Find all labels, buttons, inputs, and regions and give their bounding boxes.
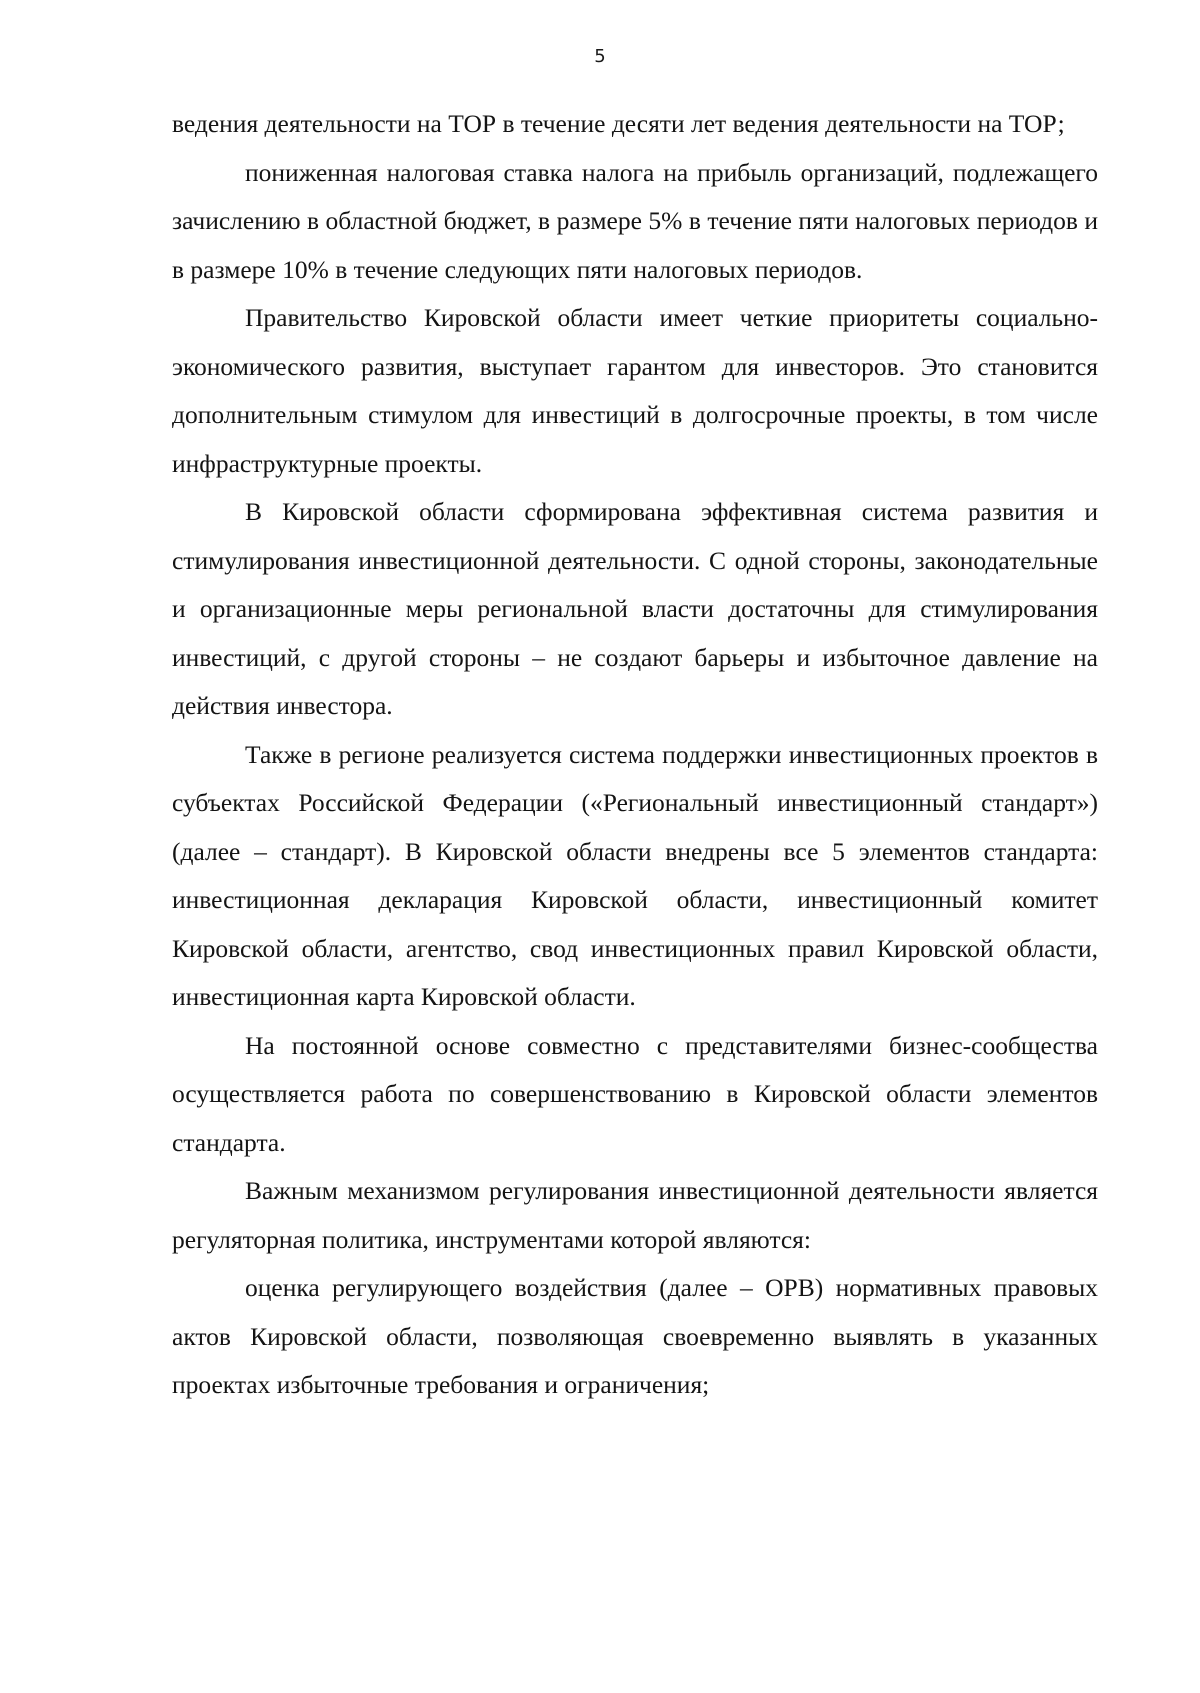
paragraph-orv: оценка регулирующего воздействия (далее – ОРВ) нормативных правовых актов Кировской области, позволяющая своевременно выявлять в указанных проектах избыточные требования и ограничения;: [172, 1273, 1098, 1399]
paragraph-investment-standard: Также в регионе реализуется система поддержки инвестиционных проектов в субъектах Российской Федерации («Региональный инвестиционный стандарт») (далее – стандарт). В Кировской области внедрены все 5 элементов стандарта: инвестиционная декларация Кировской области, инвестиционный комитет Кировской области, агентство, свод инвестиционных правил Кировской области, инвестиционная карта Кировской области.: [172, 739, 1098, 1011]
paragraph-business-community: На постоянной основе совместно с представителями бизнес-сообщества осуществляется работа по совершенствованию в Кировской области элементов стандарта.: [172, 1030, 1098, 1157]
paragraph-continuation: ведения деятельности на ТОР в течение десяти лет ведения деятельности на ТОР;: [172, 109, 1065, 138]
paragraph-regulatory-policy: Важным механизмом регулирования инвестиционной деятельности является регуляторная политика, инструментами которой являются:: [172, 1176, 1098, 1254]
paragraph-investment-system: В Кировской области сформирована эффективная система развития и стимулирования инвестиционной деятельности. С одной стороны, законодательные и организационные меры региональной власти достаточны для стимулирования инвестиций, с другой стороны – не создают барьеры и избыточное давление на действия инвестора.: [172, 497, 1098, 720]
page-number: 5: [594, 46, 606, 67]
paragraph-tax-rate: пониженная налоговая ставка налога на прибыль организаций, подлежащего зачислению в областной бюджет, в размере 5% в течение пяти налоговых периодов и в размере 10% в течение следующих пяти налоговых периодов.: [172, 157, 1098, 284]
paragraph-government-priorities: Правительство Кировской области имеет четкие приоритеты социально-экономического развития, выступает гарантом для инвесторов. Это становится дополнительным стимулом для инвестиций в долгосрочные проекты, в том числе инфраструктурные проекты.: [172, 303, 1098, 478]
document-body: [172, 100, 1098, 1410]
